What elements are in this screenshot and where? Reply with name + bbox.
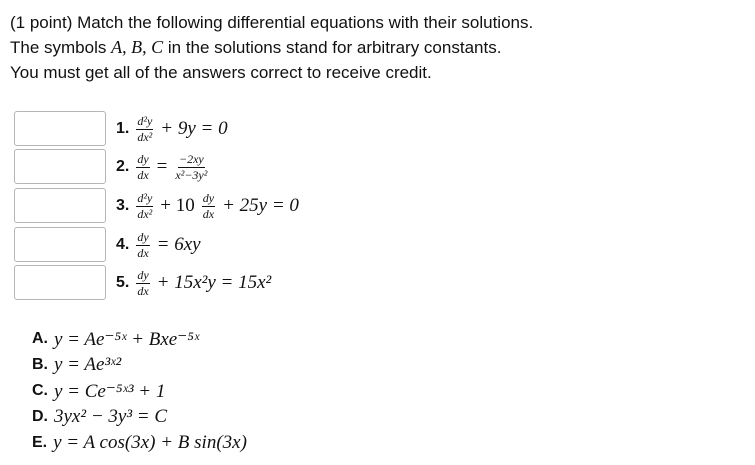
solution-text: 3yx² − 3y³ = C (54, 406, 168, 427)
equation-rest: = 6xy (156, 234, 201, 255)
solution-label: C. (32, 382, 48, 399)
equation-rest: + 9y = 0 (160, 118, 228, 139)
derivative-fraction: $\frac{dy}{dx}$ (202, 190, 215, 221)
intro-line-2: The symbols A, B, C in the solutions stand for arbitrary constants. (10, 37, 502, 57)
equation-number: 5. (116, 274, 130, 291)
derivative-fraction: $\frac{dy}{dx}$ (137, 151, 149, 182)
solution-c (32, 378, 247, 404)
solution-d (32, 404, 247, 430)
intro-line-2-end: in the solutions stand for arbitrary constants. (167, 38, 502, 57)
equation-3 (116, 187, 304, 225)
equation-4 (116, 226, 206, 264)
derivative-fraction: $\frac{\text{d²y}}{\text{dx²}}$ (137, 113, 153, 144)
symbol-a: A (111, 37, 123, 57)
solution-text: y = A cos(3x) + B sin(3x) (53, 432, 247, 453)
equation-rest: + 15x²y = 15x² (156, 272, 272, 293)
equation-number: 1. (116, 120, 130, 137)
equation-number: 4. (116, 236, 130, 253)
solution-label: D. (32, 408, 48, 425)
answer-input-5[interactable] (14, 265, 106, 300)
symbol-c: C (151, 37, 164, 57)
problem-statement (10, 10, 533, 85)
solution-b (32, 352, 247, 378)
equation-number: 3. (116, 197, 130, 214)
equation-5 (116, 264, 276, 302)
intro-line-2-start: The symbols (10, 38, 107, 57)
equation-number: 2. (116, 158, 130, 175)
solution-a (32, 326, 247, 352)
solution-list (32, 326, 247, 456)
equation-1 (116, 110, 233, 148)
derivative-fraction: $\frac{\text{d²y}}{\text{dx²}}$ (137, 190, 153, 221)
derivative-fraction: $\frac{dy}{dx}$ (137, 229, 149, 260)
rhs-fraction: $\frac{-2xy}{\text{x²−3y²}}$ (175, 151, 208, 182)
solution-text: y = Ce⁻⁵ˣ³ + 1 (54, 380, 166, 402)
equation-2: 2. $\frac{dy}{dx}$ = $\frac{-2xy}{\text{x²−3y²}}$ (116, 151, 208, 182)
answer-input-2[interactable] (14, 149, 106, 184)
solution-label: B. (32, 356, 48, 373)
answer-input-4[interactable] (14, 227, 106, 262)
solution-label: E. (32, 434, 48, 451)
answer-input-1[interactable] (14, 111, 106, 146)
solution-label: A. (32, 330, 48, 347)
equation-rest: + 25y = 0 (222, 195, 299, 216)
symbol-b: B (131, 37, 143, 57)
intro-line-1: (1 point) Match the following differential equations with their solutions. (10, 13, 534, 32)
solution-e (32, 430, 247, 456)
answer-input-3[interactable] (14, 188, 106, 223)
equation-coefficient: + 10 (160, 195, 195, 216)
derivative-fraction: $\frac{dy}{dx}$ (137, 267, 149, 298)
intro-line-3: You must get all of the answers correct to receive credit. (10, 63, 432, 82)
solution-text: y = Ae³ˣ² (54, 354, 122, 375)
solution-text: y = Ae⁻⁵ˣ + Bxe⁻⁵ˣ (54, 328, 200, 350)
